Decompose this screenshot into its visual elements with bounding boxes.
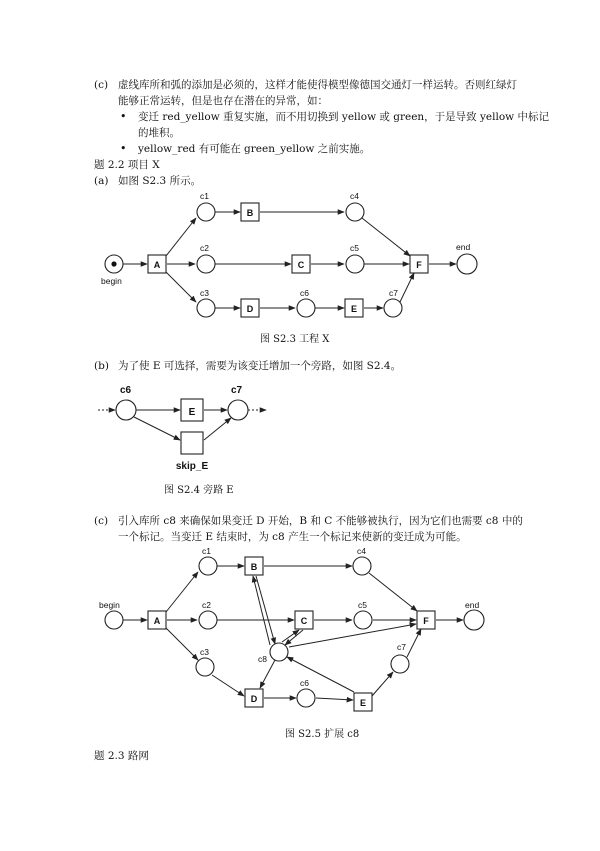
label-c1: c1 — [202, 546, 211, 556]
bullet-1-line1: 变迁 red_yellow 重复实施，而不用切换到 yellow 或 green，于是导致 yellow 中标记 — [138, 111, 550, 123]
bullet-1-line2: 的堆积。 — [138, 127, 180, 139]
label-c5: c5 — [358, 600, 367, 610]
label-end: end — [456, 242, 471, 252]
label-c3: c3 — [200, 288, 209, 298]
place-c2 — [197, 255, 215, 273]
label-c6: c6 — [300, 678, 309, 688]
place-c8 — [270, 643, 288, 661]
para-a-marker: (a) — [94, 175, 109, 187]
problem-2-3-heading: 题 2.3 路网 — [94, 750, 149, 762]
para-c2-line2: 一个标记。当变迁 E 结束时，为 c8 产生一个标记来使新的变迁成为可能。 — [118, 531, 467, 543]
place-end — [457, 254, 477, 274]
problem-2-2-heading: 题 2.2 项目 X — [94, 159, 160, 171]
bullet-2-line1: yellow_red 有可能在 green_yellow 之前实施。 — [138, 143, 371, 155]
para-a-text: 如图 S2.3 所示。 — [118, 175, 202, 187]
figure-s2-5 — [99, 546, 484, 711]
place-begin — [105, 611, 123, 629]
label-b: B — [250, 562, 258, 572]
label-c7: c7 — [389, 288, 398, 298]
place-c4 — [353, 557, 371, 575]
label-a: A — [153, 260, 161, 270]
label-b: B — [246, 208, 254, 218]
label-begin: begin — [101, 276, 122, 286]
transition-skip-e — [181, 432, 203, 454]
bullet-1-marker: • — [120, 110, 127, 123]
label-c4: c4 — [357, 546, 366, 556]
place-c3 — [196, 658, 214, 676]
label-e: E — [350, 304, 358, 314]
figure-s2-4 — [98, 385, 266, 472]
caption-s2-3: 图 S2.3 工程 X — [260, 334, 330, 345]
para-c1-marker: (c) — [94, 79, 109, 91]
label-f: F — [423, 616, 429, 626]
label-skip-e: skip_E — [175, 461, 209, 472]
para-b-marker: (b) — [94, 360, 109, 372]
label-c1: c1 — [200, 191, 209, 201]
place-c7 — [384, 299, 402, 317]
para-c2-line1: 引入库所 c8 来确保如果变迁 D 开始，B 和 C 不能够被执行，因为它们也需要 c8 中的 — [118, 515, 523, 527]
place-c5 — [354, 611, 372, 629]
place-c6 — [116, 400, 136, 420]
label-c: C — [297, 260, 305, 270]
label-begin: begin — [99, 600, 120, 610]
place-c4 — [346, 203, 364, 221]
label-f: F — [416, 260, 422, 270]
label-c5: c5 — [350, 243, 359, 253]
place-c6 — [297, 299, 315, 317]
label-c2: c2 — [200, 243, 209, 253]
place-c3 — [197, 299, 215, 317]
para-c1-line2: 能够正常运转，但是也存在潜在的异常，如： — [118, 95, 328, 107]
place-c5 — [346, 255, 364, 273]
label-c6: c6 — [300, 288, 309, 298]
label-c2: c2 — [202, 600, 211, 610]
label-c3: c3 — [200, 647, 209, 657]
label-end: end — [465, 600, 480, 610]
place-end — [464, 610, 484, 630]
label-c6: c6 — [120, 385, 132, 396]
label-c7: c7 — [231, 385, 243, 396]
place-c1 — [199, 557, 217, 575]
para-c1-line1: 虚线库所和弧的添加是必须的，这样才能使得模型像德国交通灯一样运转。否则红绿灯 — [118, 79, 517, 91]
label-a: A — [153, 616, 161, 626]
label-c7: c7 — [397, 642, 406, 652]
place-c7 — [391, 655, 409, 673]
caption-s2-5: 图 S2.5 扩展 c8 — [285, 729, 360, 740]
token — [111, 261, 116, 266]
label-d: D — [250, 694, 258, 704]
caption-s2-4: 图 S2.4 旁路 E — [164, 485, 234, 496]
place-c7 — [228, 400, 248, 420]
place-c2 — [199, 611, 217, 629]
label-c: C — [300, 616, 308, 626]
place-c1 — [197, 203, 215, 221]
para-b-text: 为了使 E 可选择，需要为该变迁增加一个旁路，如图 S2.4。 — [118, 360, 402, 372]
bullet-2-marker: • — [120, 142, 127, 155]
label-e: E — [188, 407, 196, 418]
place-c6 — [297, 689, 315, 707]
label-d: D — [246, 304, 254, 314]
para-c2-marker: (c) — [94, 515, 109, 527]
label-c8: c8 — [258, 654, 267, 664]
label-e: E — [359, 698, 367, 708]
label-c4: c4 — [350, 191, 359, 201]
figure-s2-3 — [101, 191, 477, 317]
